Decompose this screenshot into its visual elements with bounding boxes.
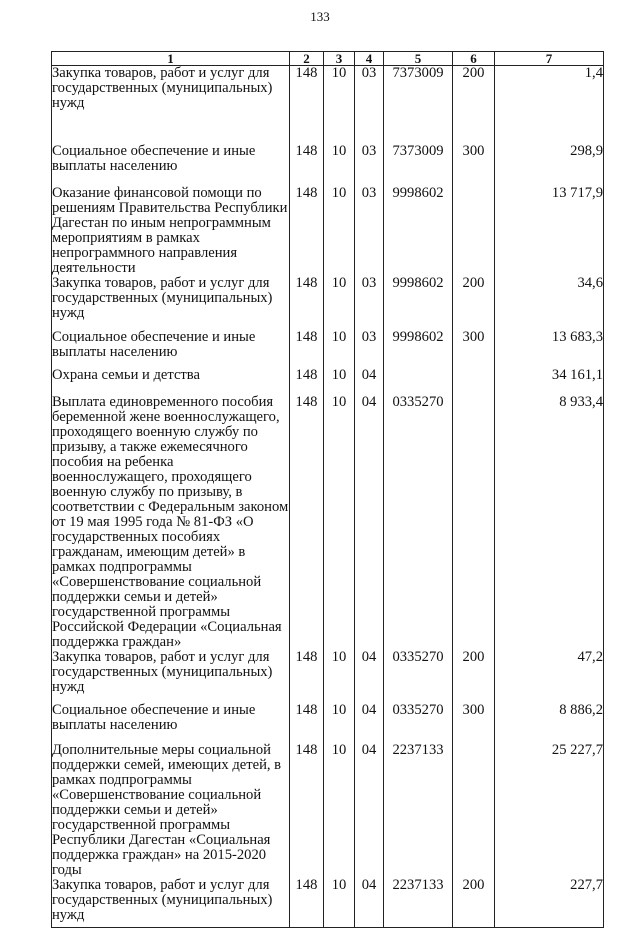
row-code-6: 200 (453, 66, 495, 144)
row-name: Социальное обеспечение и иные выплаты населению (52, 703, 290, 743)
row-code-3: 10 (324, 368, 355, 395)
column-header: 2 (290, 52, 324, 66)
row-code-4: 04 (355, 743, 384, 878)
row-code-3: 10 (324, 186, 355, 276)
row-code-5: 0335270 (384, 395, 453, 650)
row-amount: 1,4 (495, 66, 604, 144)
row-code-3: 10 (324, 330, 355, 368)
row-amount: 34 161,1 (495, 368, 604, 395)
row-code-3: 10 (324, 395, 355, 650)
row-amount: 298,9 (495, 144, 604, 186)
row-code-2: 148 (290, 878, 324, 928)
table-row (52, 395, 604, 650)
row-code-4: 04 (355, 395, 384, 650)
table-row (52, 703, 604, 743)
row-code-2: 148 (290, 186, 324, 276)
row-code-2: 148 (290, 368, 324, 395)
table-row (52, 650, 604, 703)
row-name: Социальное обеспечение и иные выплаты населению (52, 330, 290, 368)
page-number: 133 (310, 9, 330, 24)
table-row (52, 368, 604, 395)
table-row (52, 878, 604, 928)
row-code-6: 300 (453, 330, 495, 368)
row-code-6: 300 (453, 703, 495, 743)
row-name: Закупка товаров, работ и услуг для государственных (муниципальных) нужд (52, 650, 290, 703)
row-code-2: 148 (290, 144, 324, 186)
row-code-5: 7373009 (384, 144, 453, 186)
row-code-6 (453, 743, 495, 878)
table-row (52, 276, 604, 330)
row-code-5: 0335270 (384, 703, 453, 743)
row-name: Закупка товаров, работ и услуг для государственных (муниципальных) нужд (52, 878, 290, 928)
header-row (52, 52, 604, 66)
row-name: Закупка товаров, работ и услуг для государственных (муниципальных) нужд (52, 66, 290, 144)
row-code-5: 7373009 (384, 66, 453, 144)
column-header: 3 (324, 52, 355, 66)
column-header: 1 (52, 52, 290, 66)
row-code-3: 10 (324, 276, 355, 330)
row-name: Дополнительные меры социальной поддержки семей, имеющих детей, в рамках подпрограммы «Совершенствование социальной поддержки семьи и детей» государственной программы Республики Дагестан «Социальная поддержка граждан» на 2015-2020 годы (52, 743, 290, 878)
row-name: Выплата единовременного пособия беременной жене военнослужащего, проходящего военную службу по призыву, а также ежемесячного пособия на ребенка военнослужащего, проходящего военную службу по призыву, в соответствии с Федеральным законом от 19 мая 1995 года № 81-ФЗ «О государственных пособиях гражданам, имеющим детей» в рамках подпрограммы «Совершенствование социальной поддержки семьи и детей» государственной программы Российской Федерации «Социальная поддержка граждан» (52, 393, 289, 650)
column-header: 6 (453, 52, 495, 66)
row-amount: 13 717,9 (495, 186, 604, 276)
row-code-3: 10 (324, 703, 355, 743)
row-code-4: 04 (355, 703, 384, 743)
row-code-6: 200 (453, 650, 495, 703)
table-row (52, 144, 604, 186)
table-row (52, 186, 604, 276)
row-code-6: 300 (453, 144, 495, 186)
row-code-3: 10 (324, 878, 355, 928)
budget-table (51, 51, 604, 928)
row-code-3: 10 (324, 743, 355, 878)
row-name: Оказание финансовой помощи по решениям Правительства Республики Дагестан по иным непрограммным мероприятиям в рамках непрограммного направления деятельности (52, 186, 290, 276)
row-name: Социальное обеспечение и иные выплаты населению (52, 144, 290, 186)
row-code-5: 9998602 (384, 330, 453, 368)
row-code-2: 148 (290, 703, 324, 743)
row-code-4: 04 (355, 650, 384, 703)
row-code-2: 148 (290, 276, 324, 330)
row-code-3: 10 (324, 650, 355, 703)
row-code-4: 03 (355, 186, 384, 276)
row-code-6 (453, 395, 495, 650)
column-header: 7 (495, 52, 604, 66)
row-code-2: 148 (290, 330, 324, 368)
row-name: Закупка товаров, работ и услуг для государственных (муниципальных) нужд (52, 276, 290, 330)
row-code-5: 9998602 (384, 276, 453, 330)
row-code-2: 148 (290, 66, 324, 144)
row-code-2: 148 (290, 395, 324, 650)
row-code-6 (453, 368, 495, 395)
row-code-4: 04 (355, 368, 384, 395)
row-amount: 8 933,4 (495, 395, 604, 650)
row-code-5: 2237133 (384, 878, 453, 928)
row-amount: 227,7 (495, 878, 604, 928)
row-code-6 (453, 186, 495, 276)
column-header: 4 (355, 52, 384, 66)
row-amount: 13 683,3 (495, 330, 604, 368)
row-code-6: 200 (453, 276, 495, 330)
row-amount: 47,2 (495, 650, 604, 703)
row-amount: 25 227,7 (495, 743, 604, 878)
row-code-5: 2237133 (384, 743, 453, 878)
row-code-6: 200 (453, 878, 495, 928)
row-amount: 8 886,2 (495, 703, 604, 743)
row-name: Охрана семьи и детства (52, 368, 290, 395)
row-code-3: 10 (324, 66, 355, 144)
row-code-5 (384, 368, 453, 395)
row-code-5: 9998602 (384, 186, 453, 276)
row-code-4: 03 (355, 66, 384, 144)
row-code-2: 148 (290, 743, 324, 878)
row-code-4: 03 (355, 144, 384, 186)
table-body (52, 66, 604, 928)
row-code-2: 148 (290, 650, 324, 703)
table-row (52, 743, 604, 878)
row-code-4: 03 (355, 276, 384, 330)
column-header: 5 (384, 52, 453, 66)
row-code-4: 04 (355, 878, 384, 928)
row-amount: 34,6 (495, 276, 604, 330)
table-row (52, 66, 604, 144)
table-row (52, 330, 604, 368)
row-code-3: 10 (324, 144, 355, 186)
row-code-5: 0335270 (384, 650, 453, 703)
row-code-4: 03 (355, 330, 384, 368)
